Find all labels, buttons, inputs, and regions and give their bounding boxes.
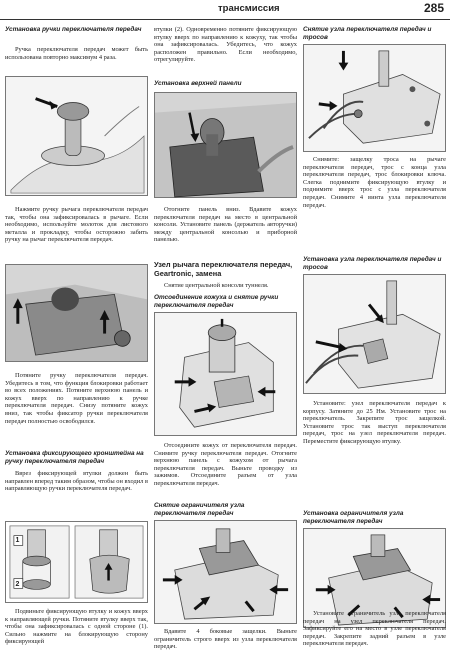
figure-detach-boot: [154, 312, 297, 436]
figure-remove-unit: [303, 44, 446, 152]
column-3: [303, 24, 446, 648]
para-knob-reuse: Ручка переключателя передач может быть использована повторно максимум 4 раза.: [5, 46, 148, 61]
heading-install-bracket: Установка фиксирующего кронштейна на ручку переключателя передач: [5, 450, 144, 465]
column-1: [5, 24, 148, 646]
figure-install-unit: [303, 274, 446, 394]
para-knob-press: Нажмите ручку рычага переключателя передач так, чтобы она зафиксировалась в рычаге. Если необходимо, используйте молоток для листового металла и прокладку, чтобы осторожно забить ручку на рычаг переключателя передач.: [5, 206, 148, 244]
page-number: 285: [423, 1, 444, 15]
figure-knob-press: [5, 76, 148, 196]
para-remove-clip: Снимите: защелку троса на рычаге переключателя передач, трос с конца узла переключателя передач, трос блокировки ключа. Слегка поднимите фиксирующую втулку и поднимите вверх трос с узла переключателя передач. Снимите 4 винта узла переключателя передач.: [303, 156, 446, 209]
figure-step-1-label: 1: [15, 536, 20, 544]
figure-panel-lift: [5, 264, 148, 362]
para-remove-console: Снятие центральной консоли туннеля.: [164, 282, 269, 289]
para-press-clips: Вдавите 4 боковые защелки. Выньте ограничитель строго вверх из узла переключателя передач.: [154, 628, 297, 651]
column-2: [154, 24, 297, 651]
heading-unit-replace: Узел рычага переключателя передач, Geartronic, замена: [154, 260, 293, 278]
heading-install-knob: Установка ручки переключателя передач: [5, 26, 142, 33]
heading-remove-limiter: Снятие ограничителя узла переключателя передач: [154, 502, 245, 517]
section-title: трансмиссия: [218, 3, 280, 14]
para-bushing-continue: втулки (2). Одновременно потяните фиксирующую втулку вверх по направлению к кожуху, так чтобы она зафиксировалась. Убедитесь, что кожух расположен правильно. Если необходимо, отрегулируйте.: [154, 26, 297, 64]
heading-install-limiter: Установка ограничителя узла переключателя передач: [303, 510, 404, 525]
para-install-limiter: Установите ограничитель узла переключателя передач на узел переключателя передач. Зафиксируйте его на место в узле переключателя передач. Закрепите задний разъем в узле переключателя передач.: [303, 610, 446, 648]
heading-upper-panel: Установка верхней панели: [154, 80, 242, 87]
figure-upper-panel: [154, 92, 297, 198]
heading-detach-boot: Отсоединение кожуха и снятие ручки переключателя передач: [154, 294, 279, 309]
para-bushing: Вврез фиксирующей втулки должен быть направлен вперед таким образом, чтобы он входил в направляющую ручки переключателя передач.: [5, 470, 148, 493]
para-install-unit: Установите: узел переключателя передач к корпусу. Затяните до 25 Нм. Установите трос на переключатель. Закрепите трос защелкой. Установите трос так выступ переключателя передач, трос на узел переключателя передач. Переместите фиксирующую втулку.: [303, 400, 446, 445]
para-fold-panel: Отогните панель вниз. Вдавите кожух переключателя передач на место в центральной консоли. Установите панель (держатель авторучки) между центральной консолью и приборной панелью.: [154, 206, 297, 244]
para-detach-boot: Отсоедините кожух от переключателя передач. Снимите ручку переключателя передач. Отогните верхнюю панель с кожухом от рычага переключателя передач. Выньте проводку из зажимов. Отсоедините разъем от узла переключателя передач.: [154, 442, 297, 487]
figure-bushing-steps: [5, 521, 148, 603]
para-knob-pull: Потяните ручку переключателя передач. Убедитесь в том, что функция блокировки работает во всех положениях. Потяните верхнюю панель и кожух вверх по направлению к ручке переключателя передач. Снизу потяните кожух вниз, так чтобы фиксатор ручки переключателя передач полностью освободился.: [5, 372, 148, 425]
figure-remove-limiter: [154, 520, 297, 624]
heading-remove-unit: Снятие узла переключателя передач и тросов: [303, 26, 432, 41]
page-header: [0, 0, 450, 20]
para-bushing-slide: Подвиньте фиксирующую втулку и кожух вверх к направляющей ручки. Потяните втулку вверх так, чтобы она зафиксировалась с одной стороне (1). Сильно нажмите на блокирующую сторону фиксирующей: [5, 608, 148, 646]
heading-install-unit: Установка узла переключателя передач и тросов: [303, 256, 442, 271]
figure-step-2-label: 2: [15, 580, 20, 588]
